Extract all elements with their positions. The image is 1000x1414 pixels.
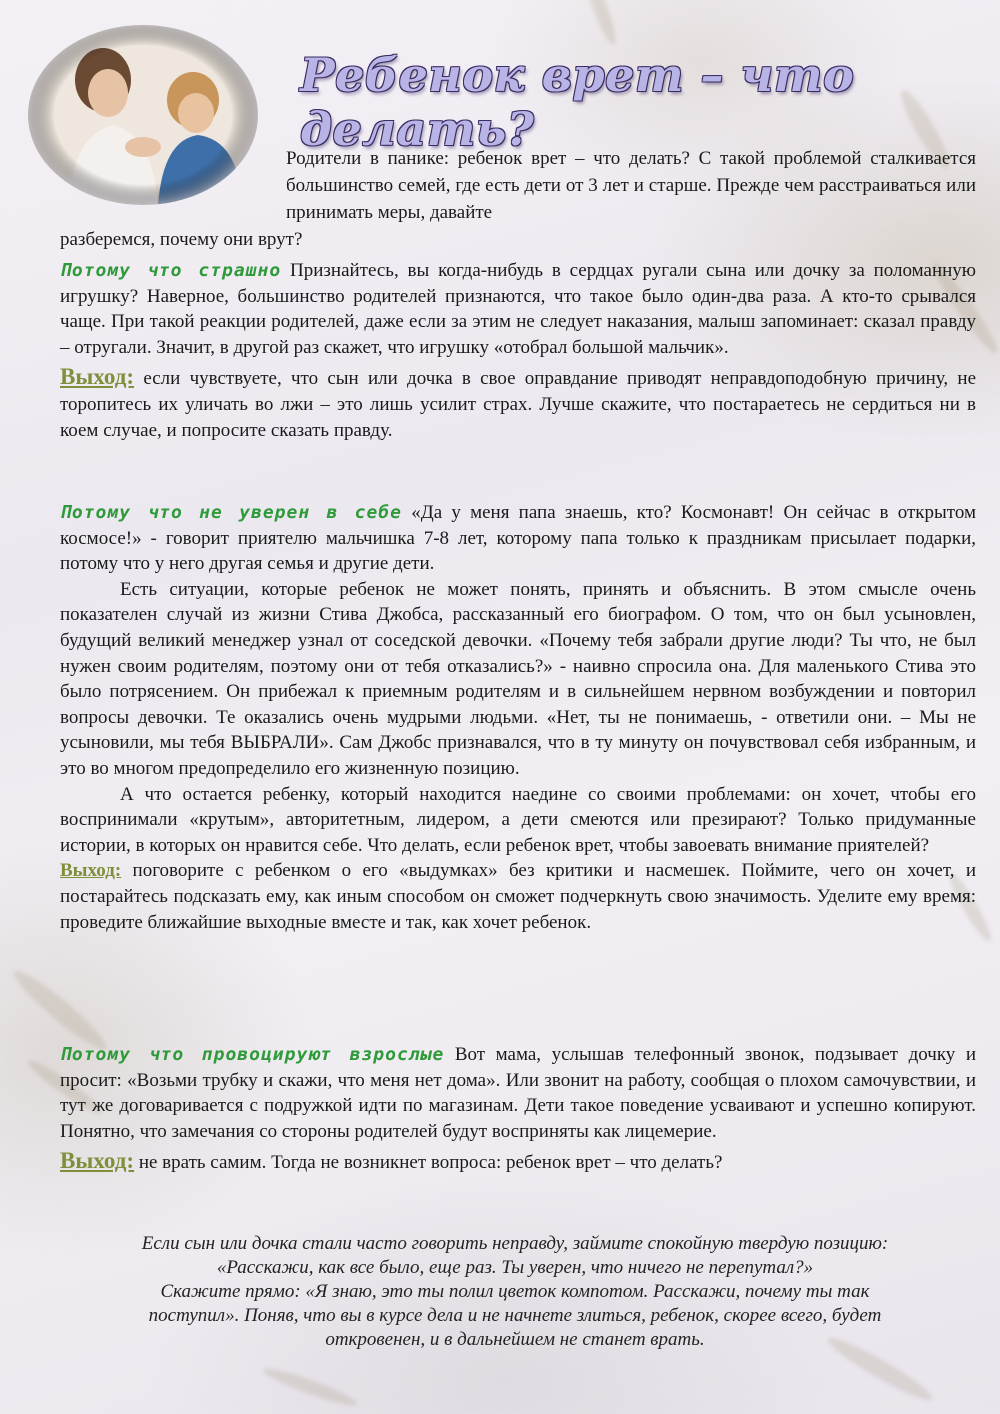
intro-question: разберемся, почему они врут? [60,229,303,250]
section-insecure [60,500,976,935]
section-paragraph: А что остается ребенку, который находится наедине со своими проблемами: он хочет, чтобы его воспринимали «крутым», авторитетным, лидером, а дети смеются или презирают? Только придуманные истории, в которых он нравится себе. Что делать, если ребенок врет, чтобы завоевать внимание приятелей? [60,783,976,856]
quote-line: поступил». Поняв, что вы в курсе дела и не начнете злиться, ребенок, скорее всего, будет [148,1305,882,1326]
section-paragraph: Вот мама, услышав телефонный звонок, подзывает дочку и просит: «Возьми трубку и скажи, что меня нет дома». Или звонит на работу, сообщая о плохом самочувствии, и тут же договаривается с подружкой идти по магазинам. Дети такое поведение усваивают и успешно копируют. Понятно, что замечания со стороны родителей будут восприняты как лицемерие. [60,1044,976,1142]
exit-label: Выход: [60,860,122,882]
section-heading: Потому что провоцируют взрослые [60,1044,445,1065]
quote-line: «Расскажи, как все было, еще раз. Ты уверен, что ничего не перепутал?» [216,1257,814,1278]
section-paragraph: «Да у меня папа знаешь, кто? Космонавт! Он сейчас в открытом космосе!» - говорит приятелю мальчишка 7-8 лет, которому папа только к праздникам присылает подарки, потому что у него другая семья и другие дети. [60,502,976,575]
section-heading: Потому что страшно [60,260,282,281]
exit-label: Выход: [60,364,135,390]
section-paragraph: Есть ситуации, которые ребенок не может понять, принять и объяснить. В этом смысле очень показателен случай из жизни Стива Джобса, рассказанный его биографом. О том, что он был усыновлен, будущий великий менеджер узнал от соседской девочки. «Почему тебя забрали другие люди? Ты что, не был нужен своим родителям, поэтому они от тебя отказались?» - наивно спросила она. Для маленького Стива это было потрясением. Он прибежал к приемным родителям и в сильнейшем нервном возбуждении и повторил вопросы девочки. Те оказались очень мудрыми людьми. «Нет, ты не понимаешь, - ответили они. – Мы не усыновили, мы тебя ВЫБРАЛИ». Сам Джобс признавался, что в ту минуту он почувствовал себя избранным, и это во многом предопределило его жизненную позицию. [60,578,976,779]
section-heading: Потому что не уверен в себе [60,502,402,523]
section-fear [60,258,976,443]
header-photo [28,25,258,205]
exit-text: не врать самим. Тогда не возникнет вопроса: ребенок врет – что делать? [138,1152,723,1174]
page-title: Ребенок врет – что делать? [300,48,855,156]
quote-line: Если сын или дочка стали часто говорить неправду, займите спокойную твердую позицию: [141,1233,889,1254]
section-paragraph: Признайтесь, вы когда-нибудь в сердцах ругали сына или дочку за поломанную игрушку? Наверное, большинство родителей признаются, что такое было один-два раза. А кто-то срывался чаще. При такой реакции родителей, даже если за этим не следует наказания, малыш запоминает: сказал правду – отругали. Значит, в другой раз скажет, что игрушку «отобрал большой мальчик». [60,260,976,358]
intro-paragraph: Родители в панике: ребенок врет – что делать? С такой проблемой сталкивается большинство семей, где есть дети от 3 лет и старше. Прежде чем расстраиваться или принимать меры, давайте [286,148,976,223]
quote-line: Скажите прямо: «Я знаю, это ты полил цветок компотом. Расскажи, почему ты так [160,1281,870,1302]
section-adults [60,1042,976,1176]
exit-text: поговорите с ребенком о его «выдумках» без критики и насмешек. Поймите, чего он хочет, и постарайтесь подсказать ему, как иным способом он сможет подчеркнуть свою значимость. Уделите ему время: проведите ближайшие выходные вместе и так, как хочет ребенок. [60,860,976,933]
closing-quote [70,1232,960,1352]
quote-line: откровенен, и в дальнейшем не станет врать. [325,1329,705,1350]
mother-child-illustration [28,25,258,205]
exit-text: если чувствуете, что сын или дочка в свое оправдание приводят неправдоподобную причину, не торопитесь их уличать во лжи – это лишь усилит страх. Лучше скажите, что постараетесь не сердиться ни в коем случае, и попросите сказать правду. [60,368,976,441]
exit-label: Выход: [60,1148,135,1174]
